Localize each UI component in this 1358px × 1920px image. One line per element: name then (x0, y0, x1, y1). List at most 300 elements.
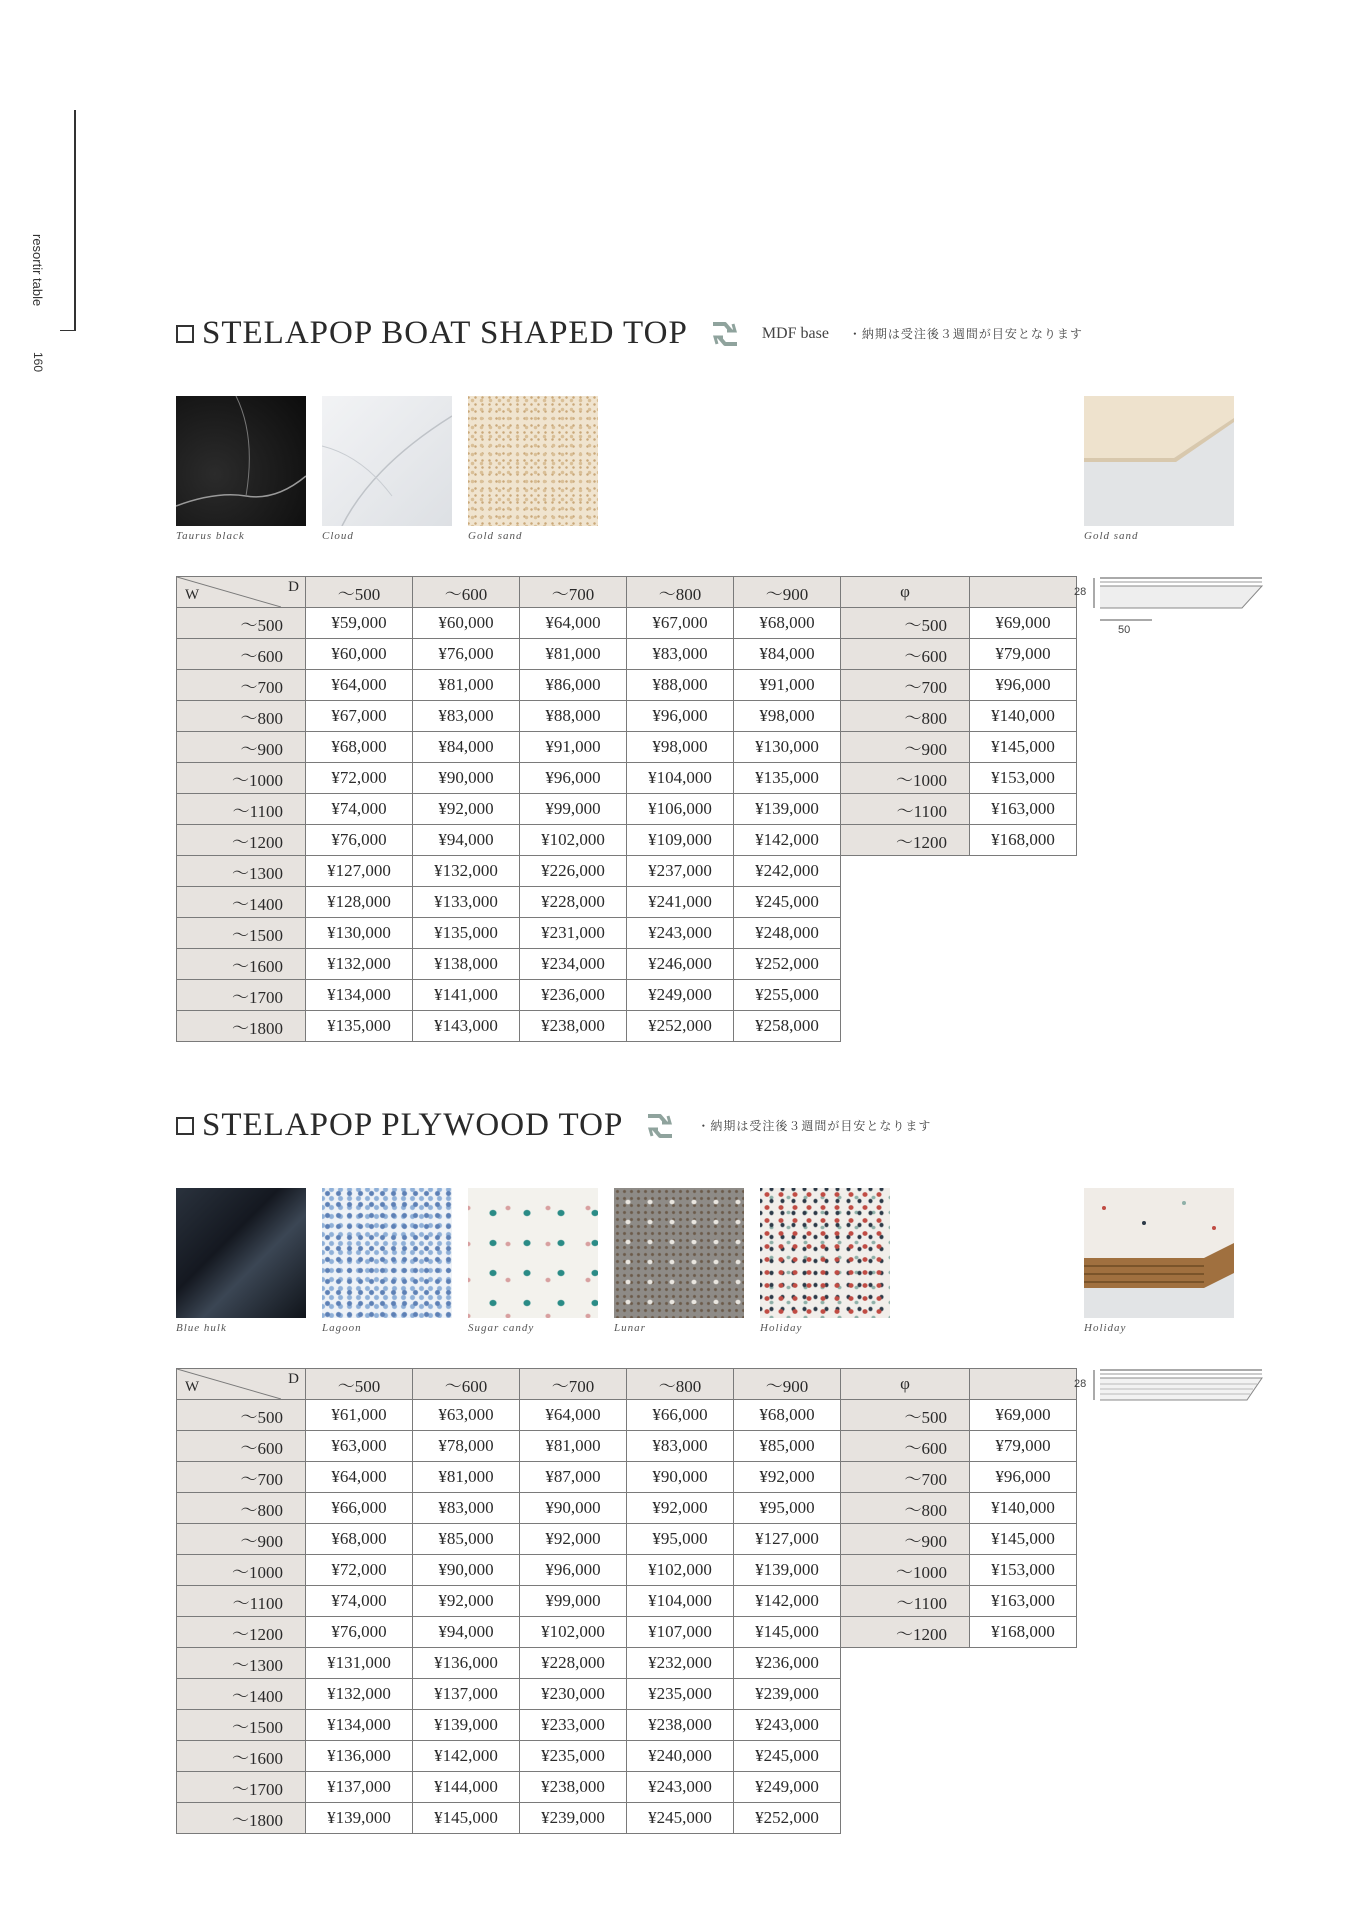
column-header: ～600 (413, 1369, 520, 1400)
width-axis-label: W (185, 1379, 200, 1395)
price-cell: ¥79,000 (970, 1431, 1077, 1462)
price-cell: ¥168,000 (970, 825, 1077, 856)
price-cell: ¥140,000 (970, 701, 1077, 732)
row-header-width: ～1200 (177, 1617, 306, 1648)
price-table-body (177, 1400, 841, 1834)
price-table-round-boat (840, 576, 1077, 856)
round-table-body (841, 1400, 1077, 1648)
edge-sample-graphic (1084, 396, 1234, 526)
price-cell: ¥68,000 (734, 1400, 841, 1431)
table-row (177, 1803, 841, 1834)
edge-profile-plywood-icon (1092, 1366, 1267, 1406)
side-index-bar (74, 110, 76, 330)
price-cell: ¥133,000 (413, 887, 520, 918)
price-cell: ¥76,000 (413, 639, 520, 670)
depth-axis-label: D (288, 1371, 299, 1387)
price-cell: ¥238,000 (627, 1710, 734, 1741)
swatch-label: Cloud (322, 530, 354, 542)
price-cell: ¥255,000 (734, 980, 841, 1011)
table-row (841, 825, 1077, 856)
price-cell: ¥141,000 (413, 980, 520, 1011)
table-row (841, 1400, 1077, 1431)
checkbox-square-icon (176, 325, 194, 343)
row-header-width: ～1000 (177, 763, 306, 794)
table-row (177, 670, 841, 701)
row-header-width: ～1300 (177, 856, 306, 887)
column-header: ～700 (520, 577, 627, 608)
price-cell: ¥237,000 (627, 856, 734, 887)
price-cell: ¥84,000 (734, 639, 841, 670)
table-row (177, 980, 841, 1011)
price-cell: ¥232,000 (627, 1648, 734, 1679)
swatch-blue-hulk (176, 1188, 306, 1318)
price-cell: ¥236,000 (520, 980, 627, 1011)
price-cell: ¥239,000 (734, 1679, 841, 1710)
price-cell: ¥102,000 (520, 825, 627, 856)
lead-time-note: ・納期は受注後３週間が目安となります (848, 327, 1083, 341)
price-cell: ¥94,000 (413, 825, 520, 856)
price-cell: ¥81,000 (413, 670, 520, 701)
price-cell: ¥74,000 (306, 1586, 413, 1617)
row-header-diameter: ～1000 (841, 1555, 970, 1586)
table-row (177, 732, 841, 763)
price-cell: ¥252,000 (627, 1011, 734, 1042)
price-cell: ¥83,000 (627, 1431, 734, 1462)
column-header: ～800 (627, 1369, 734, 1400)
price-cell: ¥63,000 (413, 1400, 520, 1431)
price-cell: ¥243,000 (734, 1710, 841, 1741)
table-row (841, 670, 1077, 701)
row-header-width: ～1100 (177, 794, 306, 825)
row-header-diameter: ～1100 (841, 1586, 970, 1617)
table-row (841, 1617, 1077, 1648)
price-cell: ¥139,000 (306, 1803, 413, 1834)
price-cell: ¥153,000 (970, 1555, 1077, 1586)
page-number: 160 (31, 352, 45, 373)
price-cell: ¥59,000 (306, 608, 413, 639)
row-header-diameter: ～900 (841, 732, 970, 763)
price-cell: ¥90,000 (413, 1555, 520, 1586)
price-cell: ¥138,000 (413, 949, 520, 980)
price-cell: ¥130,000 (306, 918, 413, 949)
table-row (177, 1586, 841, 1617)
price-cell: ¥68,000 (306, 1524, 413, 1555)
table-row (177, 918, 841, 949)
price-cell: ¥139,000 (734, 794, 841, 825)
price-cell: ¥64,000 (520, 1400, 627, 1431)
price-cell: ¥61,000 (306, 1400, 413, 1431)
price-cell: ¥128,000 (306, 887, 413, 918)
price-cell: ¥127,000 (734, 1524, 841, 1555)
price-cell: ¥243,000 (627, 918, 734, 949)
row-header-width: ～900 (177, 1524, 306, 1555)
swatch-taurus-black (176, 396, 306, 526)
swatch-cloud (322, 396, 452, 526)
price-cell: ¥69,000 (970, 608, 1077, 639)
column-header: ～600 (413, 577, 520, 608)
price-cell: ¥252,000 (734, 949, 841, 980)
price-cell: ¥243,000 (627, 1772, 734, 1803)
price-cell: ¥132,000 (413, 856, 520, 887)
price-cell: ¥66,000 (306, 1493, 413, 1524)
price-cell: ¥127,000 (306, 856, 413, 887)
table-row (177, 1710, 841, 1741)
price-cell: ¥144,000 (413, 1772, 520, 1803)
depth-axis-label: D (288, 579, 299, 595)
table-corner-wd (177, 577, 306, 608)
profile-thickness-label: 28 (1074, 1378, 1087, 1390)
table-row (177, 1772, 841, 1803)
price-cell: ¥106,000 (627, 794, 734, 825)
price-cell: ¥68,000 (734, 608, 841, 639)
price-cell: ¥85,000 (734, 1431, 841, 1462)
price-cell: ¥228,000 (520, 1648, 627, 1679)
price-cell: ¥145,000 (970, 732, 1077, 763)
price-cell: ¥64,000 (306, 1462, 413, 1493)
price-cell: ¥135,000 (306, 1011, 413, 1042)
price-cell: ¥168,000 (970, 1617, 1077, 1648)
row-header-diameter: ～600 (841, 639, 970, 670)
section-heading: STELAPOP PLYWOOD TOP (202, 1107, 624, 1143)
row-header-width: ～600 (177, 1431, 306, 1462)
price-cell: ¥140,000 (970, 1493, 1077, 1524)
price-cell: ¥98,000 (734, 701, 841, 732)
price-cell: ¥228,000 (520, 887, 627, 918)
swatch-label: Lunar (614, 1322, 646, 1334)
row-header-width: ～900 (177, 732, 306, 763)
price-cell: ¥83,000 (627, 639, 734, 670)
edge-sample-gold-sand (1084, 396, 1234, 526)
price-cell: ¥91,000 (520, 732, 627, 763)
profile-thickness-label: 28 (1074, 586, 1087, 598)
price-cell: ¥95,000 (734, 1493, 841, 1524)
price-cell: ¥245,000 (734, 1741, 841, 1772)
price-cell: ¥249,000 (734, 1772, 841, 1803)
table-row (841, 1431, 1077, 1462)
table-row (177, 1400, 841, 1431)
price-cell: ¥249,000 (627, 980, 734, 1011)
price-cell: ¥92,000 (734, 1462, 841, 1493)
column-header: ～500 (306, 1369, 413, 1400)
price-cell: ¥63,000 (306, 1431, 413, 1462)
price-cell: ¥142,000 (734, 1586, 841, 1617)
width-axis-label: W (185, 587, 200, 603)
price-cell: ¥238,000 (520, 1772, 627, 1803)
price-cell: ¥102,000 (520, 1617, 627, 1648)
price-cell: ¥92,000 (520, 1524, 627, 1555)
row-header-width: ～1400 (177, 887, 306, 918)
price-cell: ¥87,000 (520, 1462, 627, 1493)
price-cell: ¥90,000 (520, 1493, 627, 1524)
swatch-sugar-candy (468, 1188, 598, 1318)
price-cell: ¥76,000 (306, 825, 413, 856)
price-cell: ¥88,000 (627, 670, 734, 701)
price-cell: ¥145,000 (734, 1617, 841, 1648)
price-cell: ¥153,000 (970, 763, 1077, 794)
price-cell: ¥99,000 (520, 794, 627, 825)
price-cell: ¥85,000 (413, 1524, 520, 1555)
table-row (177, 763, 841, 794)
price-cell: ¥76,000 (306, 1617, 413, 1648)
row-header-width: ～1000 (177, 1555, 306, 1586)
recycle-arrows-icon (708, 319, 742, 349)
row-header-diameter: ～1100 (841, 794, 970, 825)
diameter-header: φ (841, 1369, 970, 1400)
price-cell: ¥67,000 (627, 608, 734, 639)
row-header-diameter: ～1000 (841, 763, 970, 794)
diameter-header: φ (841, 577, 970, 608)
price-cell: ¥226,000 (520, 856, 627, 887)
price-cell: ¥234,000 (520, 949, 627, 980)
row-header-width: ～500 (177, 608, 306, 639)
table-row (841, 1462, 1077, 1493)
profile-width-label: 50 (1118, 624, 1131, 636)
price-cell: ¥60,000 (306, 639, 413, 670)
price-cell: ¥68,000 (306, 732, 413, 763)
row-header-width: ～1300 (177, 1648, 306, 1679)
price-cell: ¥130,000 (734, 732, 841, 763)
price-cell: ¥132,000 (306, 1679, 413, 1710)
marble-vein-graphic (322, 396, 452, 526)
table-row (177, 1011, 841, 1042)
price-cell: ¥145,000 (413, 1803, 520, 1834)
table-row (177, 825, 841, 856)
table-row (177, 608, 841, 639)
table-row (841, 794, 1077, 825)
price-cell: ¥92,000 (413, 1586, 520, 1617)
price-cell: ¥142,000 (413, 1741, 520, 1772)
table-row (177, 794, 841, 825)
price-cell: ¥81,000 (413, 1462, 520, 1493)
table-row (177, 639, 841, 670)
table-row (177, 856, 841, 887)
price-cell: ¥235,000 (520, 1741, 627, 1772)
price-cell: ¥96,000 (627, 701, 734, 732)
price-cell: ¥69,000 (970, 1400, 1077, 1431)
price-cell: ¥96,000 (520, 1555, 627, 1586)
price-cell: ¥104,000 (627, 1586, 734, 1617)
price-cell: ¥136,000 (306, 1741, 413, 1772)
edge-sample-holiday (1084, 1188, 1234, 1318)
price-cell: ¥241,000 (627, 887, 734, 918)
row-header-width: ～1200 (177, 825, 306, 856)
round-table-body (841, 608, 1077, 856)
price-cell: ¥90,000 (413, 763, 520, 794)
price-cell: ¥96,000 (520, 763, 627, 794)
price-header-empty (970, 577, 1077, 608)
table-row (841, 639, 1077, 670)
price-cell: ¥83,000 (413, 701, 520, 732)
price-cell: ¥96,000 (970, 670, 1077, 701)
price-cell: ¥86,000 (520, 670, 627, 701)
table-row (177, 887, 841, 918)
swatch-label: Gold sand (1084, 530, 1139, 542)
swatch-label: Lagoon (322, 1322, 362, 1334)
price-cell: ¥60,000 (413, 608, 520, 639)
price-cell: ¥143,000 (413, 1011, 520, 1042)
section-heading: STELAPOP BOAT SHAPED TOP (202, 315, 688, 351)
edge-sample-graphic (1084, 1188, 1234, 1318)
column-header: ～900 (734, 577, 841, 608)
price-cell: ¥90,000 (627, 1462, 734, 1493)
price-cell: ¥91,000 (734, 670, 841, 701)
swatch-label: Sugar candy (468, 1322, 535, 1334)
row-header-diameter: ～1200 (841, 1617, 970, 1648)
base-material-label: MDF base (761, 324, 829, 342)
side-index-tick (60, 330, 76, 331)
swatch-gold-sand (468, 396, 598, 526)
price-cell: ¥136,000 (413, 1648, 520, 1679)
price-cell: ¥132,000 (306, 949, 413, 980)
row-header-width: ～800 (177, 701, 306, 732)
marble-vein-graphic (176, 396, 306, 526)
price-cell: ¥98,000 (627, 732, 734, 763)
price-cell: ¥245,000 (734, 887, 841, 918)
swatch-label: Gold sand (468, 530, 523, 542)
price-cell: ¥240,000 (627, 1741, 734, 1772)
price-cell: ¥239,000 (520, 1803, 627, 1834)
price-cell: ¥137,000 (413, 1679, 520, 1710)
table-row (841, 1524, 1077, 1555)
row-header-width: ～1500 (177, 1710, 306, 1741)
price-cell: ¥83,000 (413, 1493, 520, 1524)
price-table-body (177, 608, 841, 1042)
row-header-width: ～1700 (177, 1772, 306, 1803)
row-header-width: ～1400 (177, 1679, 306, 1710)
price-cell: ¥104,000 (627, 763, 734, 794)
price-table-rect-plywood (176, 1368, 841, 1834)
price-cell: ¥96,000 (970, 1462, 1077, 1493)
price-table-round-plywood (840, 1368, 1077, 1648)
price-cell: ¥67,000 (306, 701, 413, 732)
price-cell: ¥231,000 (520, 918, 627, 949)
price-cell: ¥134,000 (306, 980, 413, 1011)
price-header-empty (970, 1369, 1077, 1400)
price-cell: ¥66,000 (627, 1400, 734, 1431)
price-cell: ¥142,000 (734, 825, 841, 856)
row-header-diameter: ～500 (841, 1400, 970, 1431)
price-cell: ¥233,000 (520, 1710, 627, 1741)
price-cell: ¥131,000 (306, 1648, 413, 1679)
table-row (177, 1555, 841, 1586)
price-cell: ¥64,000 (306, 670, 413, 701)
swatch-holiday (760, 1188, 890, 1318)
price-cell: ¥99,000 (520, 1586, 627, 1617)
price-cell: ¥238,000 (520, 1011, 627, 1042)
price-cell: ¥64,000 (520, 608, 627, 639)
row-header-diameter: ～700 (841, 670, 970, 701)
table-row (177, 1617, 841, 1648)
lead-time-note: ・納期は受注後３週間が目安となります (697, 1119, 932, 1133)
price-cell: ¥107,000 (627, 1617, 734, 1648)
price-cell: ¥235,000 (627, 1679, 734, 1710)
row-header-width: ～1600 (177, 1741, 306, 1772)
row-header-width: ～1700 (177, 980, 306, 1011)
table-row (841, 763, 1077, 794)
column-header: ～700 (520, 1369, 627, 1400)
table-row (177, 1462, 841, 1493)
price-table-rect-boat (176, 576, 841, 1042)
table-row (841, 732, 1077, 763)
price-cell: ¥79,000 (970, 639, 1077, 670)
price-cell: ¥88,000 (520, 701, 627, 732)
row-header-width: ～500 (177, 1400, 306, 1431)
price-cell: ¥72,000 (306, 1555, 413, 1586)
price-cell: ¥74,000 (306, 794, 413, 825)
table-row (841, 701, 1077, 732)
row-header-width: ～700 (177, 1462, 306, 1493)
column-header: ～900 (734, 1369, 841, 1400)
price-cell: ¥78,000 (413, 1431, 520, 1462)
price-cell: ¥81,000 (520, 1431, 627, 1462)
row-header-diameter: ～800 (841, 701, 970, 732)
table-row (177, 1431, 841, 1462)
section-title-boat (176, 315, 1083, 352)
price-cell: ¥163,000 (970, 794, 1077, 825)
table-row (841, 1555, 1077, 1586)
row-header-width: ～600 (177, 639, 306, 670)
swatch-label: Holiday (760, 1322, 803, 1334)
row-header-diameter: ～500 (841, 608, 970, 639)
swatch-lunar (614, 1188, 744, 1318)
section-title-plywood (176, 1107, 931, 1144)
row-header-diameter: ～800 (841, 1493, 970, 1524)
swatch-label: Holiday (1084, 1322, 1127, 1334)
checkbox-square-icon (176, 1117, 194, 1135)
price-cell: ¥258,000 (734, 1011, 841, 1042)
price-cell: ¥135,000 (413, 918, 520, 949)
price-cell: ¥145,000 (970, 1524, 1077, 1555)
price-cell: ¥252,000 (734, 1803, 841, 1834)
column-header: ～500 (306, 577, 413, 608)
price-cell: ¥248,000 (734, 918, 841, 949)
price-cell: ¥92,000 (627, 1493, 734, 1524)
price-cell: ¥135,000 (734, 763, 841, 794)
price-cell: ¥246,000 (627, 949, 734, 980)
table-row (841, 608, 1077, 639)
row-header-width: ～1500 (177, 918, 306, 949)
price-cell: ¥242,000 (734, 856, 841, 887)
table-row (177, 1648, 841, 1679)
swatch-lagoon (322, 1188, 452, 1318)
price-cell: ¥230,000 (520, 1679, 627, 1710)
catalog-section-label: resortir table (30, 234, 45, 307)
row-header-diameter: ～600 (841, 1431, 970, 1462)
row-header-diameter: ～900 (841, 1524, 970, 1555)
price-cell: ¥109,000 (627, 825, 734, 856)
table-row (841, 1493, 1077, 1524)
row-header-width: ～1800 (177, 1011, 306, 1042)
table-row (177, 1524, 841, 1555)
price-cell: ¥81,000 (520, 639, 627, 670)
row-header-width: ～700 (177, 670, 306, 701)
recycle-arrows-icon (643, 1111, 677, 1141)
price-cell: ¥163,000 (970, 1586, 1077, 1617)
column-header: ～800 (627, 577, 734, 608)
price-cell: ¥236,000 (734, 1648, 841, 1679)
table-corner-wd (177, 1369, 306, 1400)
price-cell: ¥95,000 (627, 1524, 734, 1555)
price-cell: ¥72,000 (306, 763, 413, 794)
swatch-label: Taurus black (176, 530, 245, 542)
price-cell: ¥92,000 (413, 794, 520, 825)
row-header-width: ～1600 (177, 949, 306, 980)
row-header-width: ～800 (177, 1493, 306, 1524)
table-row (177, 1741, 841, 1772)
price-cell: ¥139,000 (734, 1555, 841, 1586)
row-header-width: ～1100 (177, 1586, 306, 1617)
table-row (841, 1586, 1077, 1617)
